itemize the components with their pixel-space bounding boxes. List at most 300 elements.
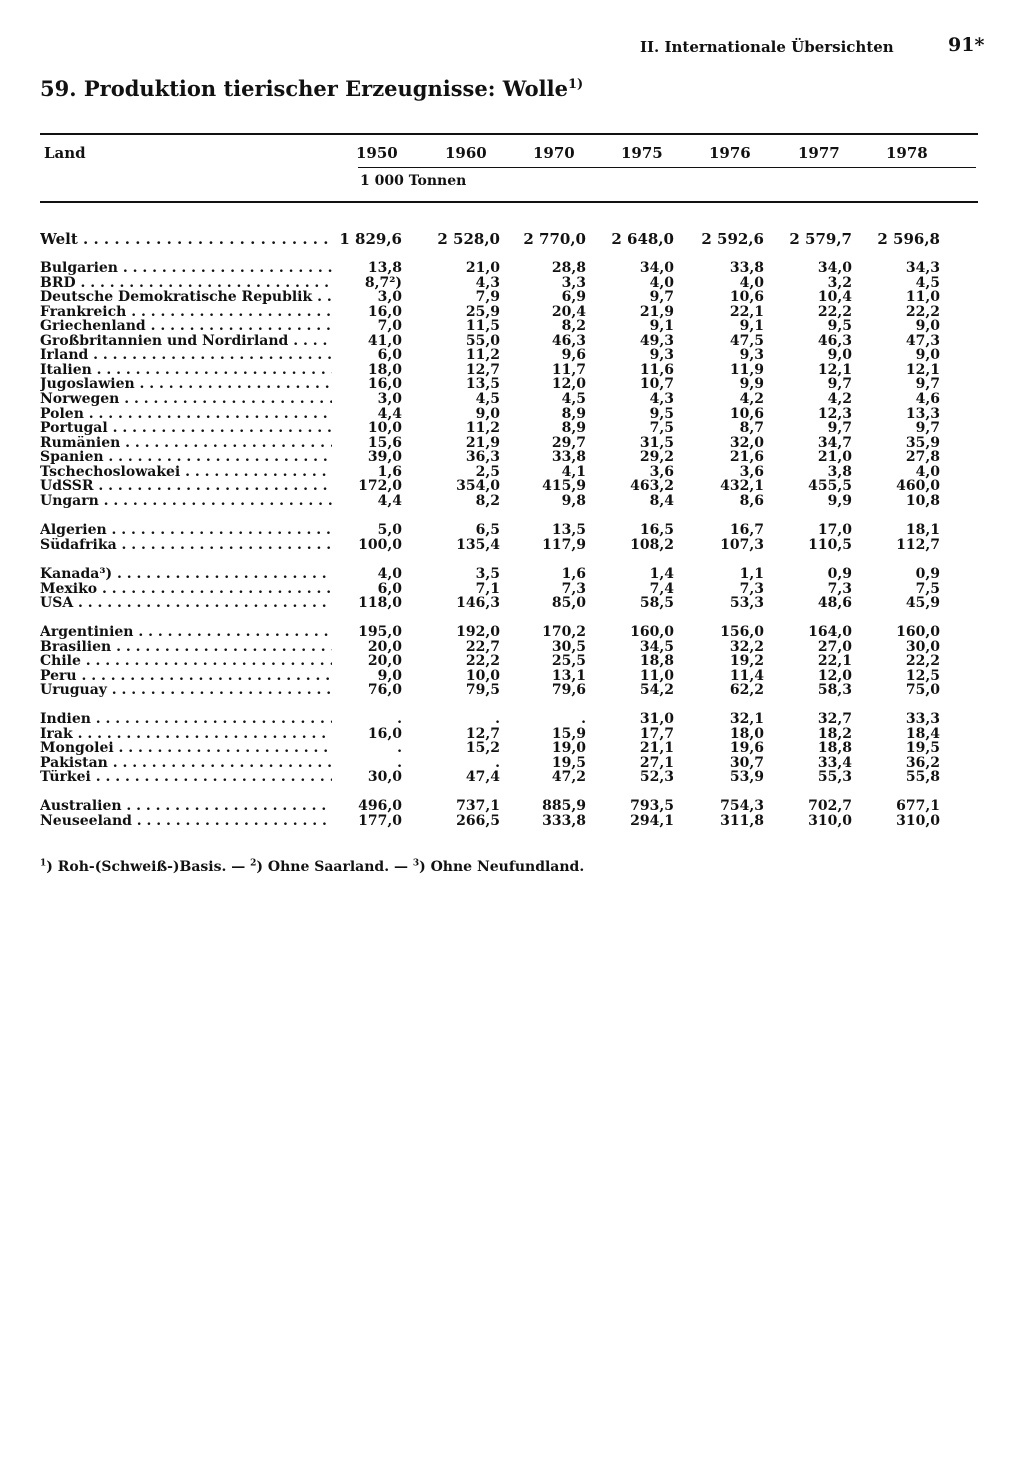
value-cell: 49,3 — [639, 333, 674, 349]
value-cell: 16,7 — [729, 522, 764, 538]
table-row — [40, 625, 944, 640]
value-cell: 463,2 — [630, 478, 674, 494]
year-header: 1960 — [445, 144, 487, 162]
value-cell: 8,9 — [561, 406, 586, 422]
value-cell: 76,0 — [367, 682, 402, 698]
value-cell: 10,0 — [367, 420, 402, 436]
value-cell: 10,6 — [729, 406, 764, 422]
value-cell: 1,1 — [739, 566, 764, 582]
value-cell: 793,5 — [630, 798, 674, 814]
value-cell: 310,0 — [808, 813, 852, 829]
table-row — [40, 319, 944, 334]
value-cell: 8,2 — [561, 318, 586, 334]
table-row — [40, 683, 944, 698]
value-cell: 4,5 — [475, 391, 500, 407]
row-label: Australien . . . — [40, 799, 332, 814]
table-row — [40, 654, 944, 669]
value-cell: 12,1 — [817, 362, 852, 378]
value-cell: 4,5 — [915, 275, 940, 291]
value-cell: 75,0 — [905, 682, 940, 698]
value-cell: 15,9 — [551, 726, 586, 742]
year-header: 1978 — [886, 144, 928, 162]
value-cell: 7,9 — [475, 289, 500, 305]
title-text: 59. Produktion tierischer Erzeugnisse: Wolle — [40, 76, 568, 101]
value-cell: 19,2 — [729, 653, 764, 669]
value-cell: 55,0 — [465, 333, 500, 349]
value-cell: 1,4 — [649, 566, 674, 582]
value-cell: 4,0 — [915, 464, 940, 480]
value-cell: 3,0 — [377, 289, 402, 305]
value-cell: 17,0 — [817, 522, 852, 538]
table-row — [40, 741, 944, 756]
value-cell: 34,5 — [639, 639, 674, 655]
value-cell: 192,0 — [456, 624, 500, 640]
row-label: Neuseeland . . . — [40, 814, 332, 829]
footnote-1: $^1$) Roh-(Schweiß-)Basis. — — [40, 858, 251, 875]
value-cell: 54,2 — [639, 682, 674, 698]
value-cell: . — [397, 755, 402, 771]
value-cell: 9,7 — [827, 420, 852, 436]
value-cell: 16,0 — [367, 726, 402, 742]
value-cell: 52,3 — [639, 769, 674, 785]
year-header: 1950 — [356, 144, 398, 162]
row-label: Spanien . . . — [40, 450, 332, 465]
row-label: Uruguay . . . — [40, 683, 332, 698]
value-cell: 12,7 — [465, 362, 500, 378]
value-cell: 4,4 — [377, 493, 402, 509]
value-cell: . — [495, 711, 500, 727]
value-cell: 9,0 — [915, 347, 940, 363]
row-label: Algerien . . . — [40, 523, 332, 538]
value-cell: 85,0 — [551, 595, 586, 611]
value-cell: 18,0 — [367, 362, 402, 378]
row-label: Chile . . . — [40, 654, 332, 669]
table-row — [40, 479, 944, 494]
row-label: Portugal . . . — [40, 421, 332, 436]
value-cell: 31,0 — [639, 711, 674, 727]
value-cell: 30,0 — [905, 639, 940, 655]
value-cell: 47,3 — [905, 333, 940, 349]
value-cell: 3,5 — [475, 566, 500, 582]
value-cell: 164,0 — [808, 624, 852, 640]
value-cell: 9,5 — [827, 318, 852, 334]
value-cell: 8,7²) — [364, 275, 402, 291]
value-cell: 22,2 — [905, 653, 940, 669]
value-cell: 11,2 — [465, 347, 500, 363]
value-cell: 7,4 — [649, 581, 674, 597]
value-cell: . — [397, 740, 402, 756]
row-label: Irland . . . — [40, 348, 332, 363]
table-row — [40, 567, 944, 582]
value-cell: 16,0 — [367, 376, 402, 392]
row-label: Großbritannien und Nordirland . . . — [40, 334, 332, 349]
row-label: Rumänien . . . — [40, 436, 332, 451]
value-cell: 7,3 — [827, 581, 852, 597]
value-cell: 46,3 — [817, 333, 852, 349]
table-row — [40, 494, 944, 509]
row-label: Frankreich . . . — [40, 305, 332, 320]
value-cell: 10,8 — [905, 493, 940, 509]
value-cell: 11,6 — [639, 362, 674, 378]
value-cell: 4,6 — [915, 391, 940, 407]
value-cell: 9,3 — [739, 347, 764, 363]
value-cell: 9,0 — [827, 347, 852, 363]
value-cell: 32,7 — [817, 711, 852, 727]
value-cell: 8,7 — [739, 420, 764, 436]
year-header: 1970 — [533, 144, 575, 162]
value-cell: 4,3 — [649, 391, 674, 407]
value-cell: 9,1 — [649, 318, 674, 334]
value-cell: 496,0 — [358, 798, 402, 814]
value-cell: 33,3 — [905, 711, 940, 727]
value-cell: 58,3 — [817, 682, 852, 698]
value-cell: 9,1 — [739, 318, 764, 334]
value-cell: 415,9 — [542, 478, 586, 494]
value-cell: 29,7 — [551, 435, 586, 451]
value-cell: 25,5 — [551, 653, 586, 669]
value-cell: 12,7 — [465, 726, 500, 742]
value-cell: 885,9 — [542, 798, 586, 814]
row-label: Pakistan . . . — [40, 756, 332, 771]
row-label: Mongolei . . . — [40, 741, 332, 756]
value-cell: 432,1 — [720, 478, 764, 494]
value-cell: 34,7 — [817, 435, 852, 451]
value-cell: 333,8 — [542, 813, 586, 829]
value-cell: 2 770,0 — [523, 230, 586, 248]
row-label: Jugoslawien . . . — [40, 377, 332, 392]
value-cell: 6,9 — [561, 289, 586, 305]
value-cell: 195,0 — [358, 624, 402, 640]
table-row — [40, 348, 944, 363]
value-cell: 22,7 — [465, 639, 500, 655]
footnote-3: $^3$) Ohne Neufundland. — [412, 858, 585, 875]
value-cell: 172,0 — [358, 478, 402, 494]
value-cell: 39,0 — [367, 449, 402, 465]
value-cell: 11,2 — [465, 420, 500, 436]
row-label: Tschechoslowakei . . . — [40, 465, 332, 480]
value-cell: 5,0 — [377, 522, 402, 538]
value-cell: 4,0 — [649, 275, 674, 291]
value-cell: 8,6 — [739, 493, 764, 509]
year-header: 1975 — [621, 144, 663, 162]
value-cell: 13,8 — [367, 260, 402, 276]
value-cell: 20,0 — [367, 653, 402, 669]
page-header-section: II. Internationale Übersichten — [640, 38, 894, 56]
top-rule — [40, 133, 978, 135]
value-cell: 20,4 — [551, 304, 586, 320]
value-cell: 455,5 — [808, 478, 852, 494]
value-cell: 12,0 — [551, 376, 586, 392]
value-cell: 10,0 — [465, 668, 500, 684]
value-cell: 11,5 — [465, 318, 500, 334]
value-cell: 7,5 — [915, 581, 940, 597]
row-label: Brasilien . . . — [40, 640, 332, 655]
value-cell: 354,0 — [456, 478, 500, 494]
table-title — [40, 76, 583, 101]
value-cell: 107,3 — [720, 537, 764, 553]
value-cell: 47,5 — [729, 333, 764, 349]
footnote-2: $^2$) Ohne Saarland. — — [250, 858, 413, 875]
year-header: 1977 — [798, 144, 840, 162]
value-cell: 2 592,6 — [701, 230, 764, 248]
value-cell: 34,3 — [905, 260, 940, 276]
value-cell: 311,8 — [720, 813, 764, 829]
value-cell: 460,0 — [896, 478, 940, 494]
value-cell: 177,0 — [358, 813, 402, 829]
row-label: Türkei . . . — [40, 770, 332, 785]
value-cell: 6,0 — [377, 347, 402, 363]
value-cell: 754,3 — [720, 798, 764, 814]
value-cell: 12,3 — [817, 406, 852, 422]
value-cell: 0,9 — [827, 566, 852, 582]
value-cell: 12,0 — [817, 668, 852, 684]
value-cell: 27,1 — [639, 755, 674, 771]
world-row — [40, 231, 944, 248]
value-cell: 1 829,6 — [339, 230, 402, 248]
value-cell: 310,0 — [896, 813, 940, 829]
value-cell: 7,5 — [649, 420, 674, 436]
value-cell: 19,0 — [551, 740, 586, 756]
value-cell: 34,0 — [639, 260, 674, 276]
row-label: Deutsche Demokratische Republik . . . — [40, 290, 332, 305]
value-cell: 21,0 — [465, 260, 500, 276]
value-cell: 30,0 — [367, 769, 402, 785]
table-row — [40, 712, 944, 727]
row-label: Polen . . . — [40, 407, 332, 422]
value-cell: 48,6 — [817, 595, 852, 611]
value-cell: 9,9 — [739, 376, 764, 392]
row-label: Norwegen . . . — [40, 392, 332, 407]
value-cell: 11,7 — [551, 362, 586, 378]
value-cell: 29,2 — [639, 449, 674, 465]
value-cell: 18,4 — [905, 726, 940, 742]
year-rule — [358, 167, 976, 168]
value-cell: 118,0 — [358, 595, 402, 611]
value-cell: 2 528,0 — [437, 230, 500, 248]
value-cell: 160,0 — [630, 624, 674, 640]
value-cell: 110,5 — [808, 537, 852, 553]
value-cell: 15,2 — [465, 740, 500, 756]
value-cell: 36,3 — [465, 449, 500, 465]
value-cell: 7,0 — [377, 318, 402, 334]
value-cell: 53,3 — [729, 595, 764, 611]
value-cell: 46,3 — [551, 333, 586, 349]
value-cell: 22,2 — [465, 653, 500, 669]
value-cell: 9,7 — [649, 289, 674, 305]
value-cell: 22,1 — [729, 304, 764, 320]
value-cell: 3,6 — [739, 464, 764, 480]
value-cell: 19,6 — [729, 740, 764, 756]
value-cell: 10,7 — [639, 376, 674, 392]
value-cell: 15,6 — [367, 435, 402, 451]
value-cell: 21,1 — [639, 740, 674, 756]
value-cell: 100,0 — [358, 537, 402, 553]
value-cell: 8,4 — [649, 493, 674, 509]
value-cell: 7,3 — [561, 581, 586, 597]
value-cell: 21,0 — [817, 449, 852, 465]
table-row — [40, 450, 944, 465]
value-cell: 9,7 — [915, 420, 940, 436]
value-cell: 62,2 — [729, 682, 764, 698]
value-cell: 156,0 — [720, 624, 764, 640]
value-cell: 55,3 — [817, 769, 852, 785]
value-cell: 4,0 — [377, 566, 402, 582]
value-cell: . — [495, 755, 500, 771]
value-cell: . — [581, 711, 586, 727]
value-cell: 4,5 — [561, 391, 586, 407]
value-cell: 160,0 — [896, 624, 940, 640]
value-cell: 702,7 — [808, 798, 852, 814]
value-cell: 3,6 — [649, 464, 674, 480]
value-cell: 12,5 — [905, 668, 940, 684]
table-row — [40, 421, 944, 436]
value-cell: 27,0 — [817, 639, 852, 655]
row-label: Griechenland . . . — [40, 319, 332, 334]
footnotes — [40, 858, 584, 875]
value-cell: 21,9 — [465, 435, 500, 451]
value-cell: 9,6 — [561, 347, 586, 363]
value-cell: 3,0 — [377, 391, 402, 407]
row-label: Kanada³) . . . — [40, 567, 332, 582]
value-cell: 112,7 — [896, 537, 940, 553]
table-row — [40, 290, 944, 305]
value-cell: 25,9 — [465, 304, 500, 320]
value-cell: 27,8 — [905, 449, 940, 465]
value-cell: 135,4 — [456, 537, 500, 553]
value-cell: 1,6 — [377, 464, 402, 480]
value-cell: 266,5 — [456, 813, 500, 829]
table-row — [40, 523, 944, 538]
value-cell: 4,2 — [827, 391, 852, 407]
value-cell: 9,0 — [475, 406, 500, 422]
value-cell: 19,5 — [905, 740, 940, 756]
value-cell: 18,1 — [905, 522, 940, 538]
value-cell: 3,8 — [827, 464, 852, 480]
value-cell: 13,5 — [465, 376, 500, 392]
value-cell: 33,8 — [729, 260, 764, 276]
value-cell: 18,0 — [729, 726, 764, 742]
table-row — [40, 392, 944, 407]
value-cell: 9,8 — [561, 493, 586, 509]
value-cell: 146,3 — [456, 595, 500, 611]
value-cell: 108,2 — [630, 537, 674, 553]
value-cell: 34,0 — [817, 260, 852, 276]
unit-label: 1 000 Tonnen — [360, 173, 467, 189]
row-label: Mexiko . . . — [40, 582, 332, 597]
table-row — [40, 770, 944, 785]
value-cell: 117,9 — [542, 537, 586, 553]
value-cell: 79,5 — [465, 682, 500, 698]
value-cell: 2 648,0 — [611, 230, 674, 248]
value-cell: 47,4 — [465, 769, 500, 785]
value-cell: 170,2 — [542, 624, 586, 640]
value-cell: 2 596,8 — [877, 230, 940, 248]
table-row — [40, 799, 944, 814]
value-cell: 79,6 — [551, 682, 586, 698]
row-label: UdSSR . . . — [40, 479, 332, 494]
value-cell: 13,5 — [551, 522, 586, 538]
value-cell: 6,0 — [377, 581, 402, 597]
page-number: 91* — [948, 34, 985, 56]
row-label: Peru . . . — [40, 669, 332, 684]
value-cell: 2,5 — [475, 464, 500, 480]
year-header: 1976 — [709, 144, 751, 162]
row-label: Irak . . . — [40, 727, 332, 742]
value-cell: 22,1 — [817, 653, 852, 669]
value-cell: 677,1 — [896, 798, 940, 814]
value-cell: 0,9 — [915, 566, 940, 582]
value-cell: 16,0 — [367, 304, 402, 320]
value-cell: 3,2 — [827, 275, 852, 291]
value-cell: 18,8 — [817, 740, 852, 756]
value-cell: 6,5 — [475, 522, 500, 538]
value-cell: 32,1 — [729, 711, 764, 727]
table-row — [40, 538, 944, 553]
value-cell: 9,9 — [827, 493, 852, 509]
value-cell: 8,9 — [561, 420, 586, 436]
value-cell: 10,4 — [817, 289, 852, 305]
value-cell: 53,9 — [729, 769, 764, 785]
land-header: Land — [44, 144, 86, 162]
value-cell: 12,1 — [905, 362, 940, 378]
table-row — [40, 261, 944, 276]
value-cell: 4,1 — [561, 464, 586, 480]
table-row — [40, 596, 944, 611]
row-label: Indien . . . — [40, 712, 332, 727]
value-cell: 32,2 — [729, 639, 764, 655]
value-cell: 18,2 — [817, 726, 852, 742]
row-label: Südafrika . . . — [40, 538, 332, 553]
row-label: Bulgarien . . . — [40, 261, 332, 276]
value-cell: 2 579,7 — [789, 230, 852, 248]
row-label: Ungarn . . . — [40, 494, 332, 509]
row-label: USA . . . — [40, 596, 332, 611]
value-cell: . — [397, 711, 402, 727]
value-cell: 9,5 — [649, 406, 674, 422]
value-cell: 32,0 — [729, 435, 764, 451]
value-cell: 1,6 — [561, 566, 586, 582]
value-cell: 294,1 — [630, 813, 674, 829]
title-note-mark: 1) — [567, 77, 584, 92]
value-cell: 4,4 — [377, 406, 402, 422]
value-cell: 58,5 — [639, 595, 674, 611]
value-cell: 9,0 — [915, 318, 940, 334]
value-cell: 7,1 — [475, 581, 500, 597]
value-cell: 13,3 — [905, 406, 940, 422]
value-cell: 30,7 — [729, 755, 764, 771]
value-cell: 11,0 — [639, 668, 674, 684]
row-label: Argentinien . . . — [40, 625, 332, 640]
value-cell: 3,3 — [561, 275, 586, 291]
value-cell: 36,2 — [905, 755, 940, 771]
value-cell: 22,2 — [905, 304, 940, 320]
value-cell: 17,7 — [639, 726, 674, 742]
row-label: Welt . . . — [40, 231, 332, 248]
value-cell: 21,6 — [729, 449, 764, 465]
header-bottom-rule — [40, 201, 978, 203]
value-cell: 20,0 — [367, 639, 402, 655]
value-cell: 9,3 — [649, 347, 674, 363]
value-cell: 11,9 — [729, 362, 764, 378]
value-cell: 11,0 — [905, 289, 940, 305]
value-cell: 33,8 — [551, 449, 586, 465]
value-cell: 47,2 — [551, 769, 586, 785]
value-cell: 28,8 — [551, 260, 586, 276]
value-cell: 11,4 — [729, 668, 764, 684]
value-cell: 33,4 — [817, 755, 852, 771]
value-cell: 9,0 — [377, 668, 402, 684]
value-cell: 13,1 — [551, 668, 586, 684]
